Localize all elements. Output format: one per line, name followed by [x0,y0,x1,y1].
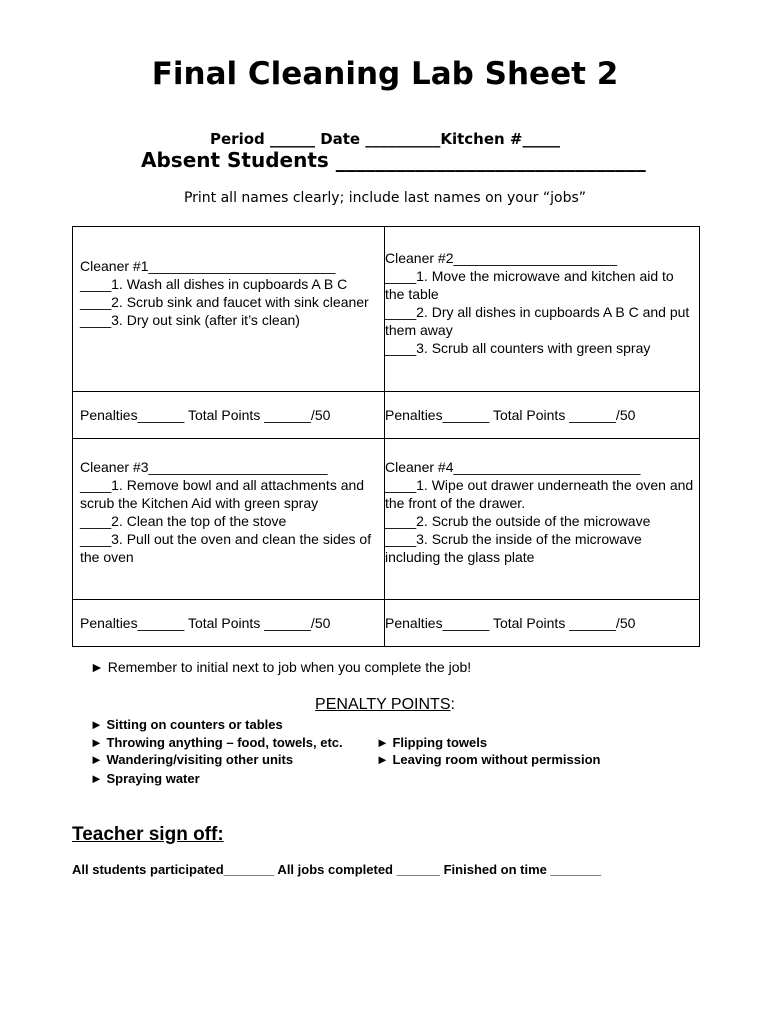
cleaner-assignments-table [72,226,700,647]
penalty-item: ► Wandering/visiting other units [90,752,294,767]
penalty-item: ► Flipping towels [376,735,488,750]
sign-off-line: All students participated_______ All jobs completed ______ Finished on time _______ [72,862,602,877]
cleaner-3-task-1: ____1. Remove bowl and all attachments and scrub the Kitchen Aid with green spray [80,477,365,511]
cleaner-2-cell [385,227,700,392]
cleaner-4-penalties-text: Penalties______ Total Points ______/50 [385,615,636,631]
cleaner-3-penalties-text: Penalties______ Total Points ______/50 [80,615,331,631]
cleaner-1-task-3: ____3. Dry out sink (after it’s clean) [80,312,300,328]
cleaner-1-penalties [73,392,385,439]
cleaner-1-cell [73,227,385,392]
print-names-note: Print all names clearly; include last names on your “jobs” [183,190,587,206]
cleaner-3-penalties [73,600,385,647]
cleaner-4-heading: Cleaner #4________________________ [385,459,641,475]
cleaner-2-task-3: ____3. Scrub all counters with green spray [385,340,651,356]
cleaner-4-penalties [385,600,700,647]
cleaner-3-heading: Cleaner #3_______________________ [80,459,328,475]
penalty-item: ► Sitting on counters or tables [90,717,283,732]
cleaner-2-task-1: ____1. Move the microwave and kitchen aid to the table [385,268,674,302]
cleaner-4-task-3: ____3. Scrub the inside of the microwave including the glass plate [385,531,642,565]
cleaner-1-heading: Cleaner #1________________________ [80,258,336,274]
cleaner-1-task-1: ____1. Wash all dishes in cupboards A B C [80,276,348,292]
remember-note: ► Remember to initial next to job when you complete the job! [90,659,472,675]
cleaner-3-task-3: ____3. Pull out the oven and clean the sides of the oven [80,531,372,565]
cleaner-4-task-1: ____1. Wipe out drawer underneath the oven and the front of the drawer. [385,477,694,511]
table-row [73,439,700,600]
penalty-item: ► Spraying water [90,771,200,786]
absent-students-line: Absent Students _______________________________ [141,148,646,172]
penalty-item: ► Throwing anything – food, towels, etc. [90,735,343,750]
page-title: Final Cleaning Lab Sheet 2 [151,56,619,92]
table-row [73,600,700,647]
cleaner-4-cell [385,439,700,600]
cleaner-1-penalties-text: Penalties______ Total Points ______/50 [80,407,331,423]
table-row [73,392,700,439]
teacher-sign-off-heading: Teacher sign off: [72,824,224,845]
table-row [73,227,700,392]
penalty-points-colon: : [450,696,455,713]
period-date-kitchen-line: Period ______ Date __________Kitchen #_____ [210,130,560,148]
cleaner-4-task-2: ____2. Scrub the outside of the microwave [385,513,651,529]
penalty-points-title: PENALTY POINTS [315,696,451,713]
cleaner-2-heading: Cleaner #2_____________________ [385,250,617,266]
cleaner-3-cell [73,439,385,600]
cleaner-2-penalties [385,392,700,439]
cleaner-3-task-2: ____2. Clean the top of the stove [80,513,287,529]
penalty-points-heading [0,696,770,714]
cleaner-2-task-2: ____2. Dry all dishes in cupboards A B C and put them away [385,304,690,338]
cleaner-1-task-2: ____2. Scrub sink and faucet with sink cleaner [80,294,369,310]
penalty-item: ► Leaving room without permission [376,752,601,767]
cleaner-2-penalties-text: Penalties______ Total Points ______/50 [385,407,636,423]
